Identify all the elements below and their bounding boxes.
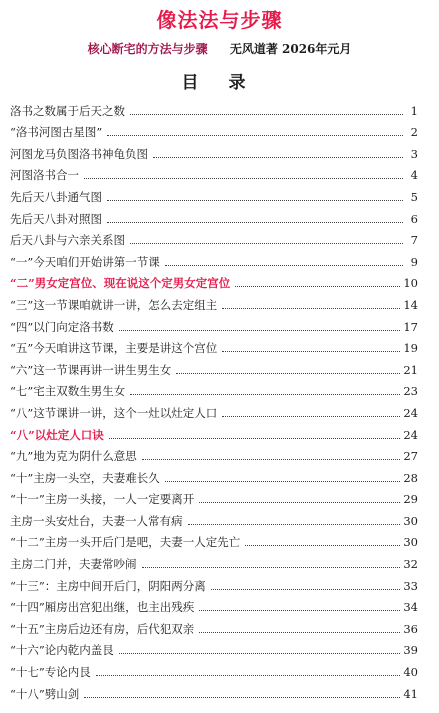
- toc-entry-title: 先后天八卦对照图: [10, 211, 102, 226]
- toc-entry[interactable]: [10, 593, 418, 615]
- toc-entry-title: “十八”劈山剑: [10, 686, 80, 701]
- dot-leader: [165, 481, 401, 482]
- toc-list: [10, 96, 418, 701]
- toc-heading: 目 录: [181, 73, 258, 93]
- dot-leader: [109, 438, 401, 439]
- author-line: 无风道著 2026年元月: [229, 42, 352, 56]
- toc-entry[interactable]: [10, 377, 418, 399]
- toc-page-number: 24: [403, 405, 418, 420]
- dot-leader: [235, 286, 400, 287]
- toc-page-number: 33: [403, 578, 418, 593]
- dot-leader: [165, 265, 403, 266]
- toc-entry-title: “十五”主房后边还有房，后代犯双亲: [10, 621, 195, 636]
- dot-leader: [222, 351, 400, 352]
- toc-entry[interactable]: [10, 247, 418, 269]
- toc-entry[interactable]: [10, 312, 418, 334]
- toc-page-number: 23: [403, 384, 418, 399]
- toc-page-number: 27: [403, 449, 418, 464]
- toc-entry-title: 洛书之数属于后天之数: [10, 103, 125, 118]
- toc-entry[interactable]: [10, 549, 418, 571]
- toc-page-number: 19: [403, 341, 418, 356]
- toc-page-number: 10: [403, 276, 418, 291]
- toc-entry[interactable]: [10, 636, 418, 658]
- toc-entry[interactable]: [10, 182, 418, 204]
- toc-page-number: 2: [410, 125, 418, 140]
- toc-entry-title: “五”今天咱讲这节课，主要是讲这个宫位: [10, 341, 218, 356]
- dot-leader: [84, 697, 400, 698]
- toc-entry-title: 主房二门并，夫妻常吵闹: [10, 557, 137, 572]
- toc-entry-title: “八”这节课讲一讲，这个一灶以灶定人口: [10, 405, 218, 420]
- toc-entry[interactable]: [10, 161, 418, 183]
- toc-entry[interactable]: [10, 139, 418, 161]
- dot-leader: [222, 416, 400, 417]
- toc-entry-title: “十四”厢房出宫犯出继，也主出残疾: [10, 600, 195, 615]
- toc-entry-title: “十一”主房一头接，一人一定要离开: [10, 492, 195, 507]
- toc-entry-title: 后天八卦与六亲关系图: [10, 233, 125, 248]
- toc-page-number: 7: [410, 233, 418, 248]
- toc-entry[interactable]: [10, 528, 418, 550]
- toc-entry[interactable]: [10, 290, 418, 312]
- toc-entry[interactable]: [10, 118, 418, 140]
- toc-entry[interactable]: [10, 269, 418, 291]
- toc-entry-title: “七”宅主双数生男生女: [10, 384, 126, 399]
- dot-leader: [142, 567, 401, 568]
- document-subtitle: 核心断宅的方法与步骤: [87, 42, 208, 56]
- dot-leader: [107, 135, 403, 136]
- toc-entry-title: 先后天八卦通气图: [10, 189, 102, 204]
- dot-leader: [199, 632, 400, 633]
- toc-entry-title: “十六”论内乾内盖艮: [10, 643, 114, 658]
- dot-leader: [245, 545, 400, 546]
- toc-entry[interactable]: [10, 506, 418, 528]
- dot-leader: [153, 157, 403, 158]
- toc-entry[interactable]: [10, 463, 418, 485]
- toc-entry-title: “十”主房一头空，夫妻难长久: [10, 470, 160, 485]
- toc-entry-title: 河图龙马负图洛书神龟负图: [10, 146, 148, 161]
- toc-page-number: 4: [410, 168, 418, 183]
- toc-entry-title: “一”今天咱们开始讲第一节课: [10, 254, 160, 269]
- toc-entry[interactable]: [10, 334, 418, 356]
- dot-leader: [84, 178, 403, 179]
- toc-page-number: 17: [403, 319, 418, 334]
- toc-page-number: 30: [403, 513, 418, 528]
- toc-page-number: 41: [403, 686, 418, 701]
- dot-leader: [199, 610, 400, 611]
- toc-page-number: 21: [403, 362, 418, 377]
- toc-entry-title: “三”这一节课咱就讲一讲，怎么去定组主: [10, 297, 218, 312]
- dot-leader: [211, 589, 401, 590]
- toc-entry[interactable]: [10, 657, 418, 679]
- dot-leader: [107, 222, 403, 223]
- toc-page-number: 28: [403, 470, 418, 485]
- dot-leader: [142, 459, 401, 460]
- toc-entry-title: 河图洛书合一: [10, 168, 79, 183]
- toc-entry-title: “十七”专论内艮: [10, 665, 91, 680]
- document-subtitle-line: [0, 40, 439, 57]
- toc-entry[interactable]: [10, 485, 418, 507]
- toc-entry-title: 主房一头安灶台，夫妻一人常有病: [10, 513, 183, 528]
- toc-entry[interactable]: [10, 355, 418, 377]
- toc-page-number: 29: [403, 492, 418, 507]
- toc-entry-title: “二”男女定宫位、现在说这个定男女定宫位: [10, 276, 231, 291]
- toc-entry-title: “洛书河图古星图”: [10, 125, 103, 140]
- toc-entry-title: “六”这一节课再讲一讲生男生女: [10, 362, 172, 377]
- toc-page-number: 14: [403, 297, 418, 312]
- document-title: 像法法与步骤: [156, 8, 283, 32]
- toc-entry[interactable]: [10, 614, 418, 636]
- toc-page-number: 1: [410, 103, 418, 118]
- toc-entry-title: “八”以灶定人口诀: [10, 427, 104, 442]
- toc-entry[interactable]: [10, 420, 418, 442]
- toc-entry[interactable]: [10, 204, 418, 226]
- toc-entry[interactable]: [10, 679, 418, 701]
- toc-page-number: 39: [403, 643, 418, 658]
- toc-entry[interactable]: [10, 226, 418, 248]
- toc-page-number: 34: [403, 600, 418, 615]
- dot-leader: [107, 200, 403, 201]
- toc-page-number: 32: [403, 557, 418, 572]
- toc-page-number: 9: [410, 254, 418, 269]
- toc-page-number: 30: [403, 535, 418, 550]
- toc-page-number: 36: [403, 621, 418, 636]
- dot-leader: [119, 330, 401, 331]
- dot-leader: [188, 524, 401, 525]
- toc-entry-title: “九”地为克为阴什么意思: [10, 449, 137, 464]
- dot-leader: [96, 675, 401, 676]
- toc-entry-title: “十三”：主房中间开后门，阴阳两分离: [10, 578, 206, 593]
- dot-leader: [199, 502, 400, 503]
- toc-page-number: 40: [403, 665, 418, 680]
- toc-page-number: 24: [403, 427, 418, 442]
- dot-leader: [176, 373, 400, 374]
- toc-page-number: 6: [410, 211, 418, 226]
- dot-leader: [130, 394, 400, 395]
- toc-entry-title: “十二”主房一头开后门是吧，夫妻一人定先亡: [10, 535, 241, 550]
- toc-entry[interactable]: [10, 398, 418, 420]
- toc-entry[interactable]: [10, 442, 418, 464]
- dot-leader: [222, 308, 400, 309]
- dot-leader: [119, 653, 401, 654]
- toc-entry[interactable]: [10, 571, 418, 593]
- dot-leader: [130, 114, 403, 115]
- toc-entry-title: “四”以门向定洛书数: [10, 319, 114, 334]
- dot-leader: [130, 243, 403, 244]
- toc-entry[interactable]: [10, 96, 418, 118]
- toc-page-number: 5: [410, 189, 418, 204]
- toc-page-number: 3: [410, 146, 418, 161]
